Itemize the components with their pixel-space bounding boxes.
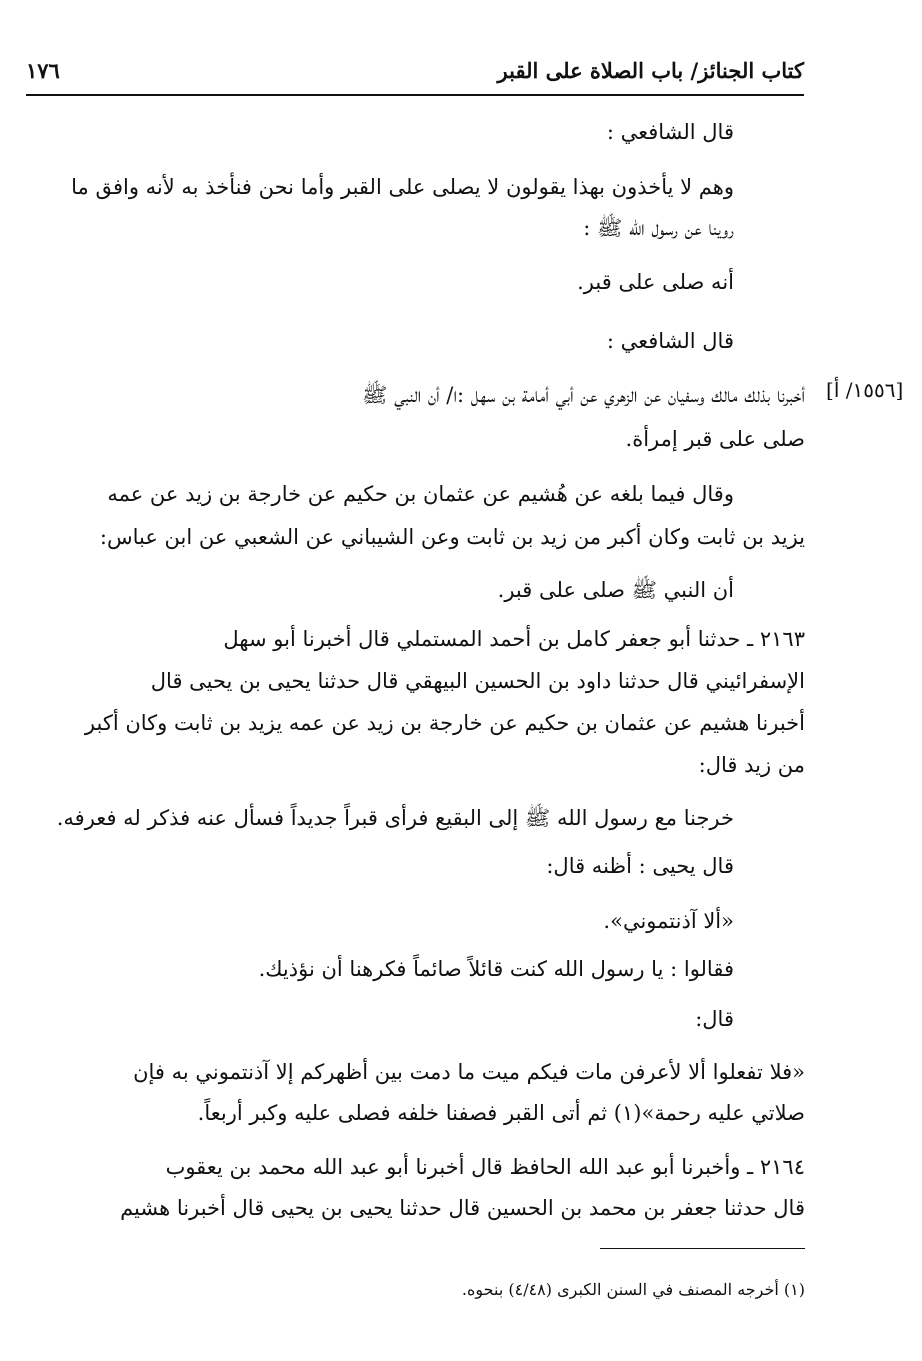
- footnote-rule: [600, 1248, 805, 1249]
- text-line: قال يحيى : أظنه قال:: [546, 854, 734, 878]
- text-line: فقالوا : يا رسول الله كنت قائلاً صائماً فكرهنا أن نؤذيك.: [258, 957, 734, 981]
- hadith-2163-line: ٢١٦٣ ـ حدثنا أبو جعفر كامل بن أحمد المستملي قال أخبرنا أبو سهل: [223, 627, 805, 651]
- text-line: وهم لا يأخذون بهذا يقولون لا يصلى على القبر وأما نحن فنأخذ به لأنه وافق ما: [71, 175, 734, 199]
- text-line: أخبرنا هشيم عن عثمان بن حكيم عن خارجة بن زيد عن عمه يزيد بن ثابت وكان أكبر: [84, 711, 805, 735]
- text-line: يزيد بن ثابت وكان أكبر من زيد بن ثابت وعن الشيباني عن الشعبي عن ابن عباس:: [99, 525, 805, 549]
- chapter-title: كتاب الجنائز/ باب الصلاة على القبر: [497, 58, 804, 83]
- text-line: قال حدثنا جعفر بن محمد بن الحسين قال حدثنا يحيى بن يحيى قال أخبرنا هشيم: [120, 1196, 805, 1220]
- text-line: أنه صلى على قبر.: [577, 270, 734, 294]
- text-line: «ألا آذنتموني».: [603, 909, 734, 933]
- page-number: ١٧٦: [26, 58, 60, 83]
- text-line: روينا عن رسول الله ﷺ :: [583, 216, 734, 240]
- text-line: أخبرنا بذلك مالك وسفيان عن الزهري عن أبي أمامة بن سهل :ا/ أن النبي ﷺ: [362, 383, 805, 407]
- text-line: قال:: [695, 1007, 734, 1031]
- hadith-2164-line: ٢١٦٤ ـ وأخبرنا أبو عبد الله الحافظ قال أخبرنا أبو عبد الله محمد بن يعقوب: [165, 1155, 805, 1179]
- manuscript-folio-note: [١٥٥٦/ أ]: [826, 378, 904, 402]
- text-line: صلاتي عليه رحمة»(١) ثم أتى القبر فصفنا خلفه فصلى عليه وكبر أربعاً.: [197, 1101, 805, 1125]
- text-line: «فلا تفعلوا ألا لأعرفن مات فيكم ميت ما دمت بين أظهركم إلا آذنتموني به فإن: [133, 1060, 805, 1084]
- running-header: [26, 50, 804, 90]
- text-line: وقال فيما بلغه عن هُشيم عن عثمان بن حكيم عن خارجة بن زيد عن عمه: [107, 482, 734, 506]
- header-rule: [26, 94, 804, 96]
- text-line: صلى على قبر إمرأة.: [625, 427, 805, 451]
- text-line: خرجنا مع رسول الله ﷺ إلى البقيع فرأى قبراً جديداً فسأل عنه فذكر له فعرفه.: [56, 806, 734, 830]
- footnote: (١) أخرجه المصنف في السنن الكبرى (٤/٤٨) بنحوه.: [461, 1280, 805, 1299]
- text-line: من زيد قال:: [698, 753, 805, 777]
- text-line: قال الشافعي :: [606, 329, 734, 353]
- text-line: أن النبي ﷺ صلى على قبر.: [497, 578, 734, 602]
- text-line: الإسفرائيني قال حدثنا داود بن الحسين البيهقي قال حدثنا يحيى بن يحيى قال: [150, 669, 805, 693]
- text-line: قال الشافعي :: [606, 120, 734, 144]
